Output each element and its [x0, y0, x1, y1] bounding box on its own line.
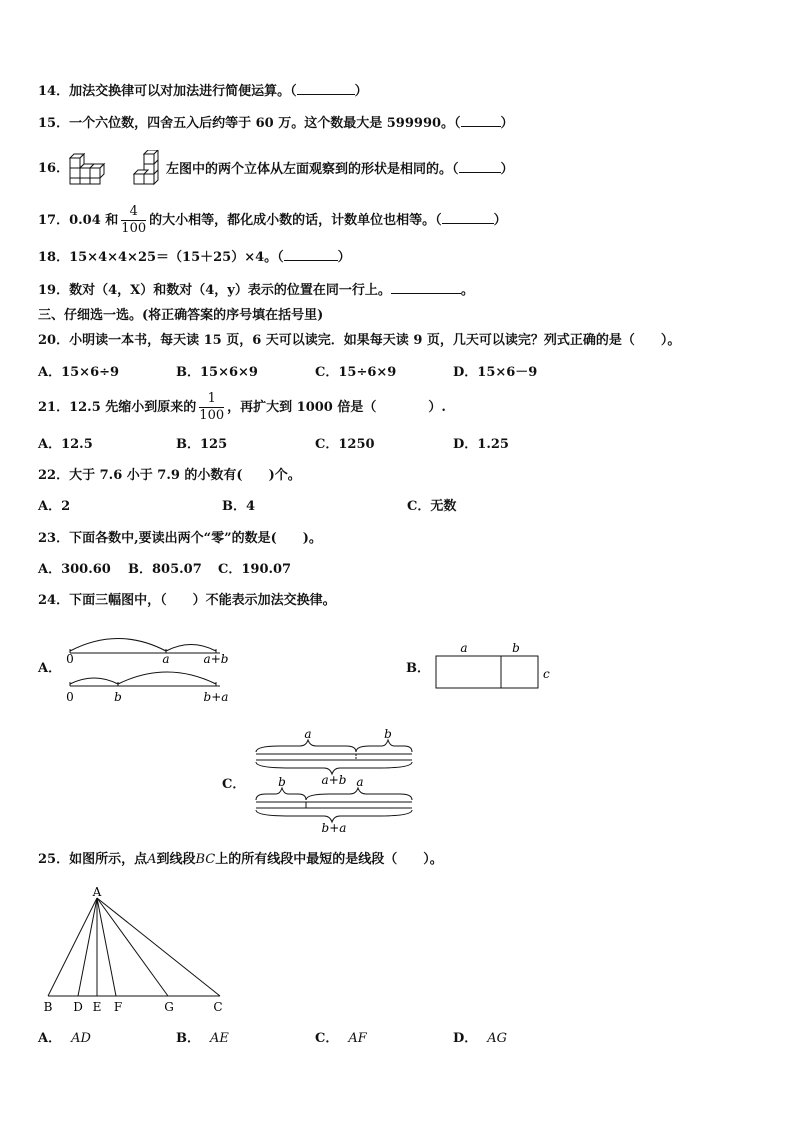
question-16-text [166, 160, 514, 179]
label-c: c [543, 667, 550, 681]
top-sum-label: a+b [321, 773, 347, 787]
question-16 [38, 160, 69, 178]
answer-blank[interactable] [461, 114, 501, 127]
question-number: 24． [38, 593, 70, 608]
question-21 [38, 390, 446, 426]
question-text: 15×4×4×25＝（15＋25）×4。（ [69, 250, 284, 265]
paren-close: ） [354, 84, 368, 99]
period: 。 [460, 283, 474, 298]
question-19 [38, 281, 474, 300]
option-value: AF [348, 1031, 367, 1046]
answer-blank[interactable] [297, 82, 355, 95]
paren-close: ） [500, 116, 514, 131]
point-label-f: F [113, 1000, 123, 1014]
label-a: a [460, 641, 468, 655]
tick-label: a+b [203, 652, 229, 666]
question-text: 加法交换律可以对加法进行简便运算。（ [69, 84, 297, 99]
figure-c-label[interactable]: C． [222, 777, 246, 792]
question-number: 20． [38, 333, 70, 348]
option-value: AD [71, 1031, 91, 1046]
option-a[interactable]: A．12.5 [38, 437, 93, 452]
question-24 [38, 592, 336, 610]
option-c[interactable]: C．1250 [315, 437, 375, 452]
question-text: 大于 7.6 小于 7.9 的小数有( )个。 [69, 468, 301, 483]
tick-label: b+a [203, 690, 229, 704]
answer-blank[interactable] [391, 281, 461, 294]
question-text-2: ，再扩大到 1000 倍是（ ）. [227, 400, 446, 415]
cube-figures-image [68, 150, 164, 188]
option-letter: C． [315, 1031, 339, 1046]
question-15 [38, 114, 514, 133]
question-text: 下面各数中,要读出两个“零”的数是( )。 [69, 531, 322, 546]
right-solid [134, 150, 158, 184]
answer-blank[interactable] [442, 211, 494, 224]
question-23 [38, 530, 322, 548]
left-solid [70, 154, 104, 184]
option-a[interactable]: A．2 [38, 499, 71, 514]
option-value: AE [210, 1031, 229, 1046]
question-number: 15． [38, 116, 70, 131]
option-b[interactable]: B．805.07 [128, 562, 202, 577]
question-text-2: 的大小相等，都化成小数的话，计数单位也相等。（ [149, 213, 442, 228]
section-heading: 三、仔细选一选。(将正确答案的序号填在括号里) [38, 308, 324, 323]
option-c[interactable]: C．无数 [407, 499, 457, 514]
figure-c-brace-diagram [250, 726, 420, 838]
paren-close: ） [493, 213, 507, 228]
question-20 [38, 332, 680, 350]
question-text-2: 到线段 [156, 852, 196, 867]
figure-a-number-line [60, 628, 240, 708]
question-text: 下面三幅图中，（ ）不能表示加法交换律。 [69, 593, 336, 608]
question-14 [38, 82, 368, 101]
option-b[interactable]: B．125 [176, 437, 228, 452]
option-b[interactable] [176, 1030, 229, 1048]
question-number: 16． [38, 161, 70, 176]
figure-b-rectangle [430, 638, 560, 694]
question-22 [38, 467, 301, 485]
option-d[interactable]: D．1.25 [453, 437, 509, 452]
point-label-d: D [73, 1000, 83, 1014]
tick-label: 0 [66, 652, 74, 666]
point-label-e: E [92, 1000, 102, 1014]
bottom-label-a: a [356, 775, 364, 789]
fraction-numerator: 4 [121, 204, 146, 221]
question-number: 14． [38, 84, 70, 99]
fraction [199, 391, 224, 424]
paren-close: ） [337, 250, 351, 265]
question-text-3: 上的所有线段中最短的是线段（ ）。 [215, 852, 443, 867]
figure-b-label[interactable]: B． [406, 661, 430, 676]
top-label-b: b [384, 727, 392, 741]
option-letter: A． [38, 1031, 62, 1046]
question-number: 19． [38, 283, 70, 298]
point-label-c: C [213, 1000, 223, 1014]
question-text: 左图中的两个立体从左面观察到的形状是相同的。（ [166, 162, 459, 177]
question-number: 17． [38, 213, 70, 228]
question-text: 小明读一本书，每天读 15 页，6 天可以读完．如果每天读 9 页，几天可以读完？列式正确的是（ ）。 [69, 333, 681, 348]
question-17 [38, 203, 507, 239]
label-b: b [512, 641, 520, 655]
tick-label: b [114, 690, 122, 704]
triangle-figure [36, 884, 236, 1016]
question-number: 22． [38, 468, 70, 483]
option-a[interactable]: A．15×6÷9 [38, 365, 120, 380]
option-b[interactable]: B．4 [222, 499, 256, 514]
figure-a-label[interactable]: A． [38, 661, 62, 676]
question-text: 一个六位数，四舍五入后约等于 60 万。这个数最大是 599990。（ [69, 116, 461, 131]
option-letter: B． [176, 1031, 200, 1046]
answer-blank[interactable] [284, 248, 338, 261]
question-18 [38, 248, 351, 267]
tick-label: 0 [66, 690, 74, 704]
question-number: 21． [38, 400, 70, 415]
option-b[interactable]: B．15×6×9 [176, 365, 258, 380]
point-label-g: G [164, 1000, 174, 1014]
paren-close: ） [500, 162, 514, 177]
top-label-a: a [304, 727, 312, 741]
point-a-ref: A [147, 852, 157, 867]
option-letter: D． [453, 1031, 478, 1046]
question-number: 23． [38, 531, 70, 546]
point-label-a: A [92, 885, 102, 899]
fraction [121, 204, 146, 237]
option-d[interactable] [453, 1030, 507, 1048]
bottom-sum-label: b+a [321, 821, 347, 835]
fraction-denominator: 100 [121, 221, 147, 236]
answer-blank[interactable] [459, 160, 501, 173]
option-value: AG [487, 1031, 508, 1046]
question-text: 数对（4，X）和数对（4，y）表示的位置在同一行上。 [69, 283, 391, 298]
tick-label: a [162, 652, 170, 666]
option-d[interactable]: D．15×6－9 [453, 365, 538, 380]
question-25 [38, 851, 443, 869]
option-c[interactable] [315, 1030, 367, 1048]
option-a[interactable] [38, 1030, 91, 1048]
option-c[interactable]: C．15÷6×9 [315, 365, 397, 380]
fraction-denominator: 100 [199, 408, 225, 423]
bottom-label-b: b [278, 775, 286, 789]
fraction-numerator: 1 [199, 391, 224, 408]
question-text: 0.04 和 [69, 213, 119, 228]
question-text: 12.5 先缩小到原来的 [69, 400, 197, 415]
question-text: 如图所示，点 [69, 852, 148, 867]
point-label-b: B [43, 1000, 53, 1014]
question-number: 25． [38, 852, 70, 867]
segment-bc-ref: BC [195, 852, 216, 867]
option-a[interactable]: A．300.60 [38, 562, 111, 577]
question-number: 18． [38, 250, 70, 265]
option-c[interactable]: C．190.07 [218, 562, 292, 577]
